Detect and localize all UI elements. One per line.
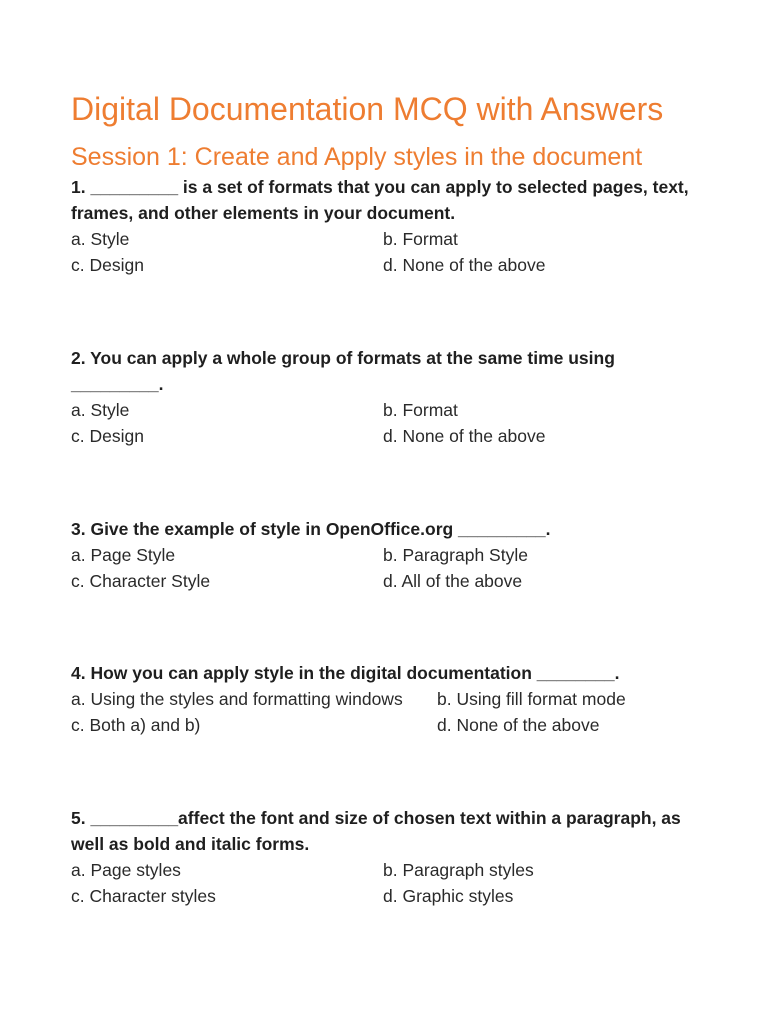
question-text: 5. _________affect the font and size of chosen text within a paragraph, as well as bold and italic forms. (71, 808, 681, 854)
options-grid (71, 226, 711, 278)
option-a: a. Page Style (71, 545, 176, 565)
option-d: d. None of the above (437, 715, 600, 735)
options-grid (71, 397, 711, 449)
question-1 (71, 174, 711, 278)
question-text: 2. You can apply a whole group of formats at the same time using _________. (71, 348, 615, 394)
option-a: a. Page styles (71, 860, 181, 880)
option-b: b. Using fill format mode (437, 689, 626, 709)
session-title: Session 1: Create and Apply styles in the document (71, 142, 643, 171)
question-2 (71, 345, 711, 449)
options-grid (71, 686, 711, 738)
question-text: 1. _________ is a set of formats that you can apply to selected pages, text, frames, and other elements in your document. (71, 177, 689, 223)
option-b: b. Format (383, 400, 458, 420)
option-a: a. Style (71, 229, 130, 249)
question-text: 4. How you can apply style in the digital documentation ________. (71, 663, 620, 683)
option-b: b. Paragraph styles (383, 860, 534, 880)
option-d: d. Graphic styles (383, 886, 514, 906)
options-grid (71, 542, 711, 594)
option-c: c. Character Style (71, 571, 211, 591)
question-3 (71, 516, 711, 594)
page-title: Digital Documentation MCQ with Answers (71, 91, 664, 128)
option-b: b. Format (383, 229, 458, 249)
option-b: b. Paragraph Style (383, 545, 528, 565)
option-d: d. All of the above (383, 571, 523, 591)
option-d: d. None of the above (383, 426, 546, 446)
question-5 (71, 805, 711, 909)
question-4 (71, 660, 711, 738)
option-c: c. Both a) and b) (71, 715, 201, 735)
option-c: c. Design (71, 255, 144, 275)
question-text: 3. Give the example of style in OpenOffice.org _________. (71, 519, 551, 539)
options-grid (71, 857, 711, 909)
option-c: c. Design (71, 426, 144, 446)
option-a: a. Using the styles and formatting windows (71, 689, 403, 709)
option-a: a. Style (71, 400, 130, 420)
option-c: c. Character styles (71, 886, 216, 906)
option-d: d. None of the above (383, 255, 546, 275)
